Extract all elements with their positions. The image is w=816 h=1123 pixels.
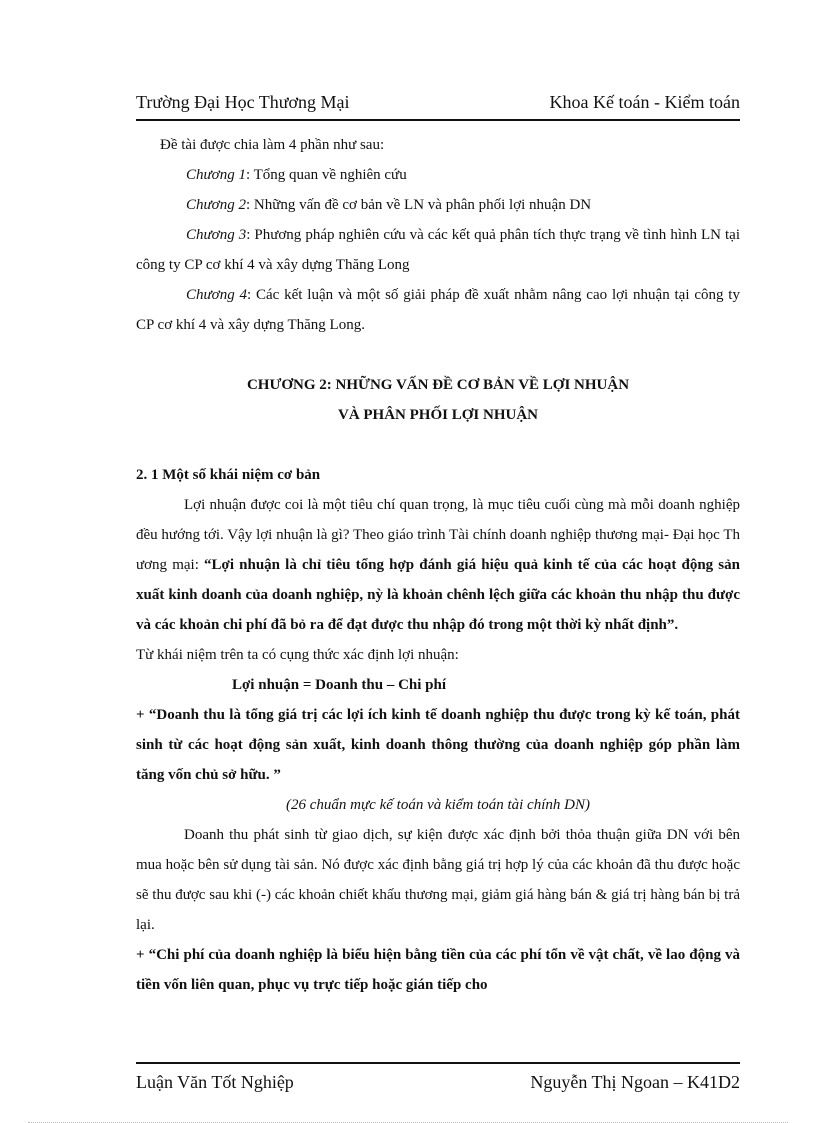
paragraph-profit-definition xyxy=(136,490,740,640)
chapter-2-label: Chương 2 xyxy=(186,197,246,213)
intro-line: Đề tài được chia làm 4 phần như sau: xyxy=(160,137,385,153)
chapter-1-line xyxy=(136,160,740,190)
footer-rule xyxy=(136,1062,740,1064)
footer-title: Luận Văn Tốt Nghiệp xyxy=(136,1072,294,1092)
chapter-title-line2: VÀ PHÂN PHỐI LỢI NHUẬN xyxy=(337,407,538,423)
paragraph-revenue-detail: Doanh thu phát sinh từ giao dịch, sự kiện được xác định bởi thỏa thuận giữa DN với bên mua hoặc bên sử dụng tài sản. Nó được xác định bằng giá trị hợp lý của các khoản đã thu được hoặc sẽ thu được sau khi (-) các khoản chiết khấu thương mại, giảm giá hàng bán & giá trị hàng bán bị trả lại. xyxy=(136,827,740,933)
source-note: (26 chuẩn mực kế toán và kiểm toán tài chính DN) xyxy=(286,797,590,813)
document-body xyxy=(136,130,740,1000)
chapter-1-label: Chương 1 xyxy=(186,167,246,183)
chapter-3-text: : Phương pháp nghiên cứu và các kết quả phân tích thực trạng về tình hình LN tại công ty CP cơ khí 4 và xây dựng Thăng Long xyxy=(136,227,740,273)
section-title: 2. 1 Một số khái niệm cơ bản xyxy=(136,467,321,483)
page-footer xyxy=(136,1068,740,1093)
footer-author: Nguyễn Thị Ngoan – K41D2 xyxy=(530,1072,740,1092)
cost-definition: + “Chi phí của doanh nghiệp là biểu hiện bằng tiền của các phí tổn về vật chất, về lao động và tiền vốn liên quan, phục vụ trực tiếp hoặc gián tiếp cho xyxy=(136,947,740,993)
paragraph-formula-intro: Từ khái niệm trên ta có cụng thức xác định lợi nhuận: xyxy=(136,647,459,663)
profit-formula: Lợi nhuận = Doanh thu – Chi phí xyxy=(232,677,447,693)
chapter-2-line xyxy=(136,190,740,220)
chapter-1-text: : Tổng quan về nghiên cứu xyxy=(245,167,407,183)
page-header xyxy=(136,92,740,121)
chapter-title-line1: CHƯƠNG 2: NHỮNG VẤN ĐỀ CƠ BẢN VỀ LỢI NHUẬN xyxy=(246,377,630,393)
chapter-2-text: : Những vấn đề cơ bản về LN và phân phối lợi nhuận DN xyxy=(245,197,592,213)
revenue-definition: + “Doanh thu là tổng giá trị các lợi ích kinh tế doanh nghiệp thu được trong kỳ kế toán, phát sinh từ các hoạt động sản xuất, kinh doanh thông thường của doanh nghiệp góp phần làm tăng vốn chủ sở hữu. ” xyxy=(136,707,740,783)
header-faculty: Khoa Kế toán - Kiểm toán xyxy=(549,92,740,112)
chapter-4-label: Chương 4 xyxy=(186,287,248,303)
header-school: Trường Đại Học Thương Mại xyxy=(136,92,350,112)
chapter-3-label: Chương 3 xyxy=(186,227,247,243)
chapter-3-line xyxy=(136,220,740,280)
chapter-4-text: : Các kết luận và một số giải pháp đề xuất nhằm nâng cao lợi nhuận tại công ty CP cơ khí 4 và xây dựng Thăng Long. xyxy=(136,287,740,333)
paragraph-profit-quote: “Lợi nhuận là chỉ tiêu tổng hợp đánh giá hiệu quả kinh tế của các hoạt động sản xuất kinh doanh của doanh nghiệp, nỳ là khoản chênh lệch giữa các khoản thu nhập thu được và các khoản chi phí đã bỏ ra để đạt được thu nhập đó trong một thời kỳ nhất định”. xyxy=(136,557,740,633)
paragraph-profit-plain: Lợi nhuận được coi là một tiêu chí quan trọng, là mục tiêu cuối cùng mà mỗi doanh nghiệp đều hướng tới. Vậy lợi nhuận là gì? Theo giáo trình Tài chính doanh nghiệp thương mại- Đại học Th ương mại: xyxy=(136,497,740,573)
chapter-4-line xyxy=(136,280,740,340)
